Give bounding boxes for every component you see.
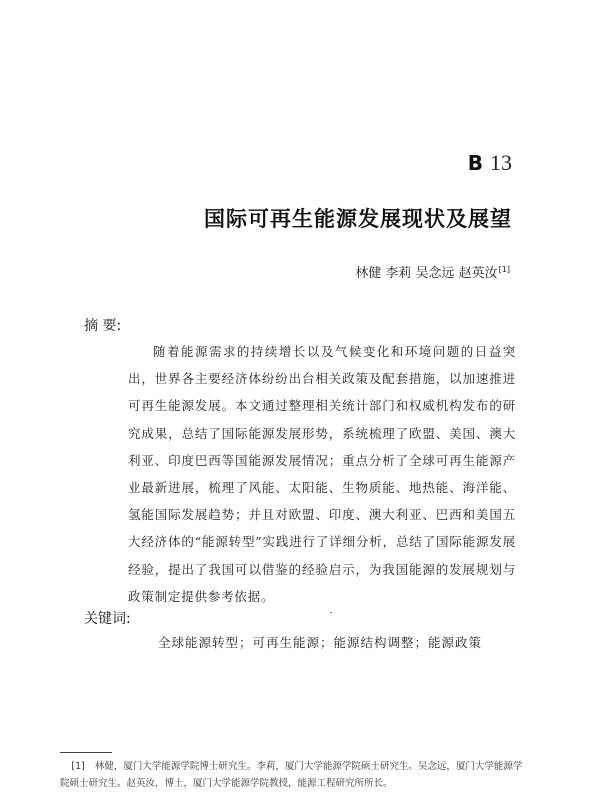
abstract-body: 随着能源需求的持续增长以及气候变化和环境问题的日益突出，世界各主要经济体纷纷出台相关政策及配套措施，以加速推进可再生能源发展。本文通过整理相关统计部门和权威机构发布的研究成果，总结了国际能源发展形势，系统梳理了欧盟、美国、澳大利亚、印度巴西等国能源发展情况；重点分析了全球可再生能源产业最新进展，梳理了风能、太阳能、生物质能、地热能、海洋能、氢能国际发展趋势；并且对欧盟、印度、澳大利亚、巴西和美国五大经济体的“能源转型”实践进行了详细分析，总结了国际能源发展经验，提出了我国可以借鉴的经验启示，为我国能源的发展规划与政策制定提供参考依据。 (128, 344, 516, 604)
keywords-body: 全球能源转型；可再生能源；能源结构调整；能源政策 (158, 635, 483, 650)
footnote-marker: [1] (71, 761, 85, 772)
footnote (60, 758, 530, 792)
stray-mark (330, 612, 332, 613)
chapter-logo: B (467, 151, 482, 175)
footnote-text: 林健，厦门大学能源学院博士研究生。李莉，厦门大学能源学院硕士研究生。吴念远，厦门大学能源学院硕士研究生。赵英汝，博士，厦门大学能源学院教授，能源工程研究所所长。 (60, 761, 523, 789)
chapter-mark (468, 150, 512, 176)
article-title: 国际可再生能源发展现状及展望 (204, 207, 512, 231)
author-line (355, 262, 510, 281)
footnote-divider (60, 752, 112, 753)
author-footnote-ref: [1] (498, 264, 510, 274)
author-names: 林健 李莉 吴念远 赵英汝 (355, 266, 498, 281)
chapter-number: 13 (490, 150, 512, 175)
abstract-label: 摘 要: (84, 318, 122, 334)
keywords-label: 关键词: (84, 611, 131, 627)
